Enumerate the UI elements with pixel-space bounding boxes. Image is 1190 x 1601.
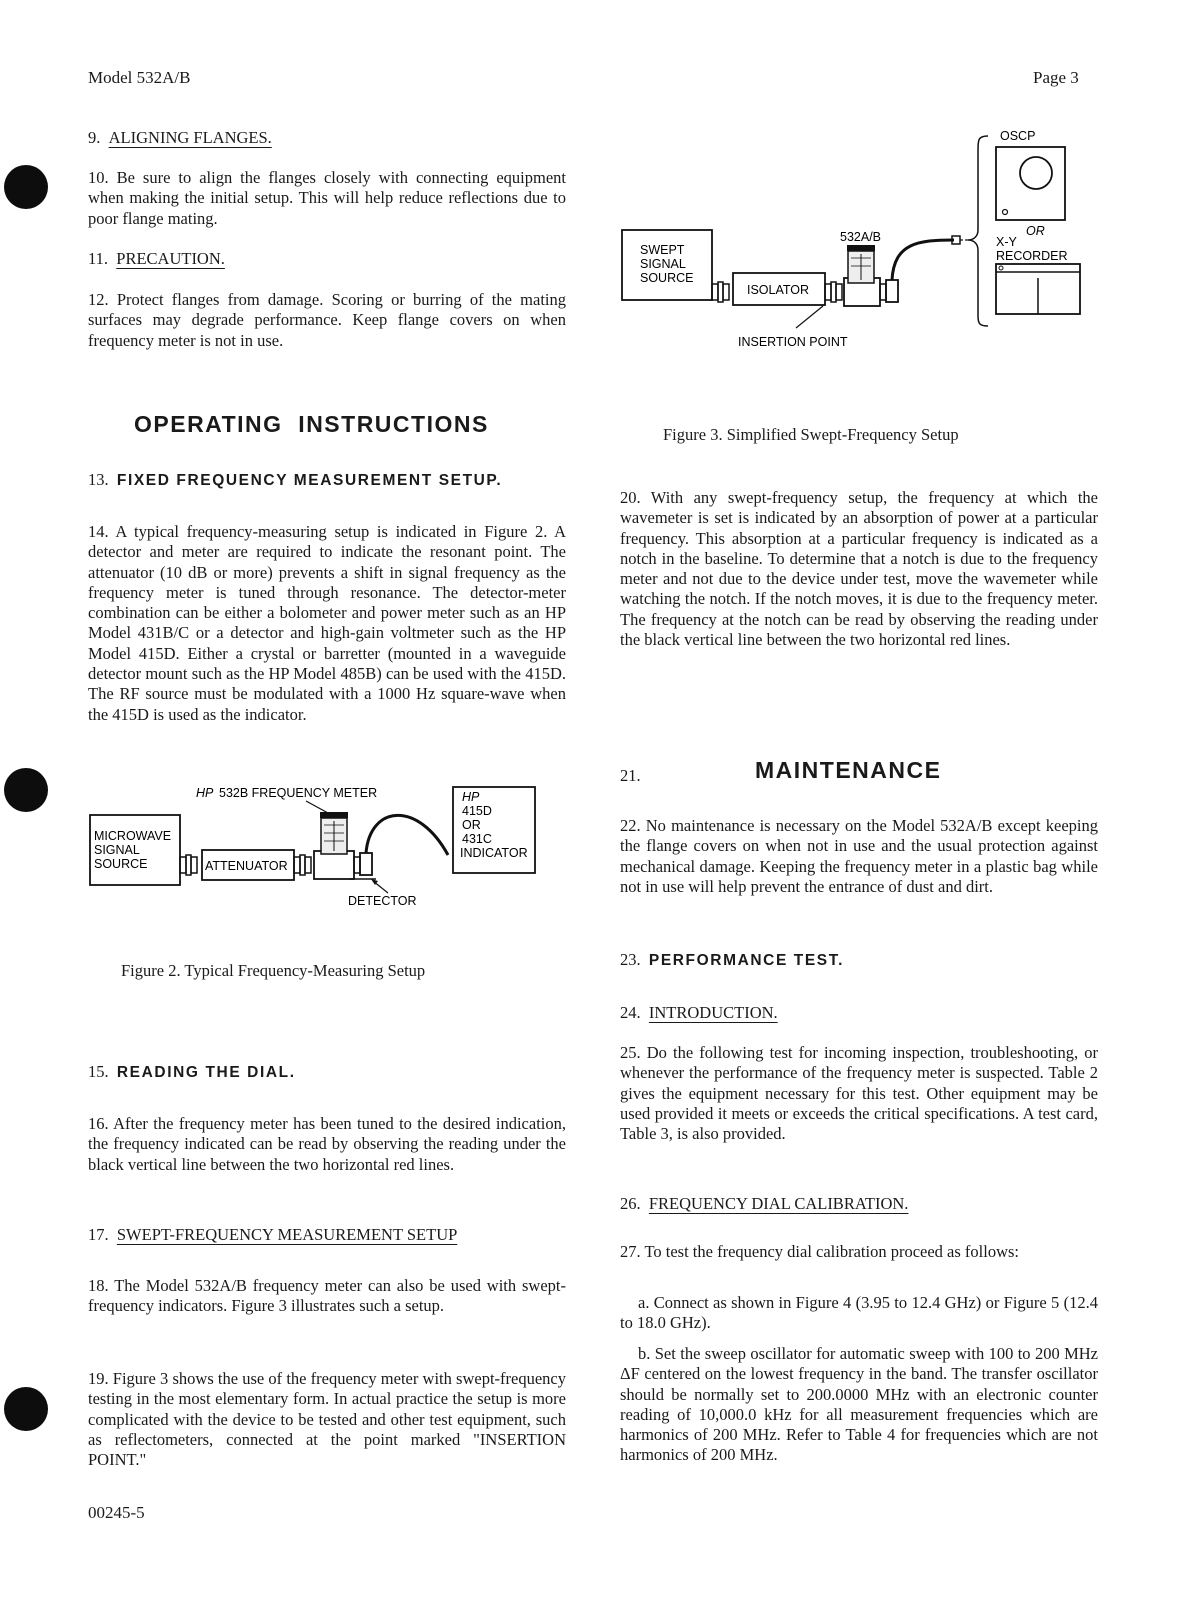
detector-cable: [892, 240, 954, 280]
flange: [723, 284, 729, 300]
microwave-source-label-3: SOURCE: [94, 857, 148, 871]
oscilloscope-label: OSCP: [1000, 129, 1036, 143]
paragraph-10: 10. Be sure to align the flanges closely with connecting equipment when making the initial setup. This will help reduce reflections due to poor flange mating.: [88, 168, 566, 228]
figure-3-caption: Figure 3. Simplified Swept-Frequency Setup: [663, 425, 959, 444]
heading-frequency-dial-calibration: 26. FREQUENCY DIAL CALIBRATION.: [620, 1194, 909, 1213]
paragraph-14: 14. A typical frequency-measuring setup is indicated in Figure 2. A detector and meter are required to indicate the resonant point. The attenuator (10 dB or more) prevents a shift in signal frequency as the frequency meter is tuned through resonance. The detector-meter combination can be either a bolometer and power meter such as an HP Model 431B/C or a detector and high-gain voltmeter such as the HP Model 415D. Either a crystal or barretter (mounted in a waveguide detector mount such as the HP Model 485B) can be used with the 415D. The RF source must be modulated with a 1000 Hz square-wave when the 415D is used as the indicator.: [88, 522, 566, 724]
paragraph-12: 12. Protect flanges from damage. Scoring or burring of the mating surfaces may degrade performance. Keep flange covers on when frequency meter is not in use.: [88, 290, 566, 350]
heading-swept-frequency-setup: 17. SWEPT-FREQUENCY MEASUREMENT SETUP: [88, 1225, 458, 1244]
detector-cable: [366, 815, 448, 855]
heading-fixed-frequency-setup: 13. FIXED FREQUENCY MEASUREMENT SETUP.: [88, 470, 503, 489]
detector-label: DETECTOR: [348, 894, 417, 908]
indicator-label-431c: 431C: [462, 832, 492, 846]
insertion-point-label: INSERTION POINT: [738, 335, 848, 349]
detector-mount: [360, 853, 372, 875]
paragraph-18: 18. The Model 532A/B frequency meter can also be used with swept-frequency indicators. Figure 3 illustrates such a setup.: [88, 1276, 566, 1316]
frequency-meter-label: 532B FREQUENCY METER: [219, 786, 378, 800]
punch-hole: [4, 1387, 48, 1431]
microwave-source-label-1: MICROWAVE: [94, 829, 172, 843]
swept-source-label-2: SIGNAL: [640, 257, 686, 271]
flange: [191, 857, 197, 873]
oscilloscope-knob: [1003, 210, 1008, 215]
indicator-label-indicator: INDICATOR: [460, 846, 528, 860]
paragraph-22: 22. No maintenance is necessary on the Model 532A/B except keeping the flange covers on when not in use and the usual protection against mechanical damage. Keeping the frequency meter in a plastic bag while not in use will help prevent the entrance of dust and dirt.: [620, 816, 1098, 896]
indicator-label-415d: 415D: [462, 804, 492, 818]
heading-reading-the-dial: 15. READING THE DIAL.: [88, 1062, 296, 1081]
figure-2-caption: Figure 2. Typical Frequency-Measuring Setup: [121, 961, 426, 980]
oscilloscope-screen: [1020, 157, 1052, 189]
paragraph-19: 19. Figure 3 shows the use of the frequency meter with swept-frequency testing in the most elementary form. In actual practice the setup is more complicated with the device to be tested and other test equipment, such as reflectometers, connected at the point marked "INSERTION POINT.": [88, 1369, 566, 1470]
indicator-label-or: OR: [462, 818, 481, 832]
punch-hole: [4, 768, 48, 812]
punch-hole: [4, 165, 48, 209]
footer-code: 00245-5: [88, 1503, 145, 1522]
paragraph-21-number: 21.: [620, 766, 641, 785]
swept-source-label-3: SOURCE: [640, 271, 694, 285]
or-label: OR: [1026, 224, 1045, 238]
flange: [825, 284, 831, 300]
flange: [836, 284, 842, 300]
frequency-meter-label: 532A/B: [840, 230, 882, 244]
heading-operating-instructions: OPERATING INSTRUCTIONS: [134, 411, 489, 437]
paragraph-25: 25. Do the following test for incoming inspection, troubleshooting, or whenever the performance of the frequency meter is suspected. Table 2 gives the equipment necessary for this test. Other equipment may be used provided it meets or exceeds the critical specifications. A test card, Table 3, is also provided.: [620, 1043, 1098, 1144]
frequency-meter-cap: [847, 245, 875, 251]
attenuator-label: ATTENUATOR: [205, 859, 288, 873]
heading-maintenance: MAINTENANCE: [755, 757, 942, 783]
frequency-meter-body: [314, 851, 354, 879]
paragraph-a: a. Connect as shown in Figure 4 (3.95 to 12.4 GHz) or Figure 5 (12.4 to 18.0 GHz).: [620, 1293, 1098, 1333]
header-page-number: Page 3: [1033, 68, 1079, 87]
flange: [880, 284, 886, 300]
isolator-label: ISOLATOR: [747, 283, 810, 297]
paragraph-20: 20. With any swept-frequency setup, the frequency at which the wavemeter is set is indicated by an absorption of power at a particular frequency. This absorption at a particular frequency is indicated as a notch in the baseline. To determine that a notch is due to the frequency meter and not due to the device under test, move the wavemeter while watching the notch. If the notch moves, it is due to the frequency meter. The frequency at the notch can be read by observing the reading under the black vertical line between the two horizontal red lines.: [620, 488, 1098, 650]
header-model: Model 532A/B: [88, 68, 191, 87]
swept-source-label-1: SWEPT: [640, 243, 685, 257]
xy-label: X-Y: [996, 235, 1017, 249]
microwave-source-label-2: SIGNAL: [94, 843, 140, 857]
selection-brace: [968, 136, 988, 326]
figure-2-diagram: [88, 785, 558, 915]
paragraph-b: b. Set the sweep oscillator for automatic sweep with 100 to 200 MHz ΔF centered on the lowest frequency in the band. The transfer oscillator should be normally set to 200.0000 MHz with an electronic counter reading of 10,000.0 kHz for all measurement frequencies which are harmonics of 200 MHz. Refer to Table 4 for frequencies which are not harmonics of 200 MHz.: [620, 1344, 1098, 1465]
flange: [305, 857, 311, 873]
indicator-label-hp: HP: [462, 790, 480, 804]
heading-aligning-flanges: 9. ALIGNING FLANGES.: [88, 128, 272, 147]
flange: [712, 284, 718, 300]
frequency-meter-cap: [320, 812, 348, 818]
paragraph-16: 16. After the frequency meter has been tuned to the desired indication, the frequency indicated can be read by observing the reading under the black vertical line between the two horizontal red lines.: [88, 1114, 566, 1174]
figure-3-diagram: [618, 128, 1098, 358]
detector-mount: [886, 280, 898, 302]
heading-performance-test: 23. PERFORMANCE TEST.: [620, 950, 845, 969]
recorder-knob: [999, 266, 1003, 270]
recorder-label: RECORDER: [996, 249, 1068, 263]
heading-precaution: 11. PRECAUTION.: [88, 249, 225, 268]
hp-prefix: HP: [196, 786, 214, 800]
paragraph-27: 27. To test the frequency dial calibration proceed as follows:: [620, 1242, 1019, 1261]
heading-introduction: 24. INTRODUCTION.: [620, 1003, 778, 1022]
